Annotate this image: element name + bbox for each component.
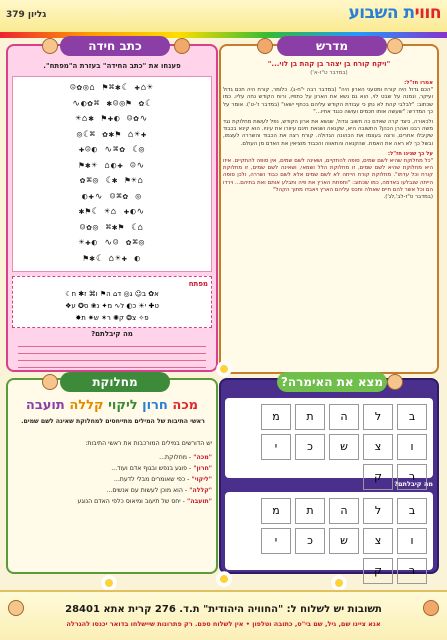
rebus-letter-row <box>229 496 429 586</box>
riddle-code-row: ☀✚◐ ∿☺ ✿⌘◎ <box>78 238 146 248</box>
rebus-letter-cell: ש <box>329 434 359 460</box>
dispute-item <box>14 452 212 463</box>
riddle-code-row: ⚑✱☾ ⌂☀✚ ◐ <box>83 253 141 264</box>
midrash-p1-lead: אמרו חז"ל: <box>404 80 433 86</box>
riddle-code-row: ⚑✱☀ ⌂◐✚ ☺∿ <box>78 160 146 171</box>
dispute-slogan <box>10 398 214 413</box>
puzzle-rebus-bottom <box>225 492 433 577</box>
midrash-title: מדרש <box>277 36 387 56</box>
slogan-word: ליקוי <box>108 398 138 413</box>
dispute-item <box>14 463 212 474</box>
riddle-key-label: מפתח <box>188 280 208 288</box>
issue-number: גליון 379 <box>6 10 47 20</box>
slogan-word: תועבה <box>25 398 65 413</box>
slogan-word: קללה <box>69 398 104 413</box>
dispute-items <box>14 452 212 507</box>
dispute-item-text: - מחלוקת... <box>159 454 192 461</box>
riddle-code-row: ◎☾⌘ ✿✱⚑ ⌂☀✚ <box>76 129 148 140</box>
riddle-code-row: ✿⌘◎ ☾✱ ⚑☀⌂ <box>79 176 145 186</box>
riddle-key-row: פ✧ צ❂ ק✺ ר✶ ש✷ ת✸ <box>75 314 149 322</box>
rebus-letter-cell: ר <box>397 464 427 490</box>
riddle-answer-label: מה קיבלתם? <box>91 330 133 338</box>
dispute-item-word: "תועבה" <box>184 498 212 505</box>
rebus-letter-cell: ת <box>295 498 325 524</box>
riddle-code-row: ☀⌂✱ ⚑✚◐ ☺✿∿ <box>75 114 149 124</box>
rebus-letter-cell: ו <box>397 528 427 554</box>
rebus-letter-cell: י <box>261 434 291 460</box>
logo-kids-text: ת <box>403 3 415 23</box>
midrash-p3: "כל מחלוקת שהיא לשם שמים, סופה להתקיים, ושאינה לשם שמים, אין סופה להתקיים. איזו היא מחלוקת שהיא לשם שמים, זו מחלוקת הלל ושמאי, ושאינה לשם שמים, זו מחלוקת קורח וכל עדתו". מחלוקת קורח הייתה לא לשם שמים אלא לשם כבוד ושררה, ולכן סופה הייתה שנבלעו באדמה, כמו שכתוב: "ותפתח הארץ את פיה ותבלע אותם ואת בתיהם... וירדו הם וכל אשר להם חיים שאולה ותכס עליהם הארץ ויאבדו מתוך הקהל" <box>223 158 433 193</box>
riddle-code-row: ☺✿◎ ⌘✱⚑ ☾⌂ <box>79 222 145 233</box>
rebus-letter-row <box>229 402 429 492</box>
rebus-letter-cell: כ <box>295 528 325 554</box>
riddle-title: כתב חידה <box>60 36 170 56</box>
rebus-letter-cell: ב <box>397 404 427 430</box>
rebus-letter-cell: ש <box>329 528 359 554</box>
riddle-key-rows <box>16 288 208 324</box>
midrash-p1: "הכם גדול היה קורח ומטעני הארון היה" (במדבר רבה י"ח-ג). כלומר, קורח היה חכם גדול ועיקר, ונמנה על שבט לוי, הוא גם נשא את הארון על כתפיו, ורוח הקודש נחה עליו. כמו שכתוב: "לבלבי קהת לא נתן כי עבודת הקודש עליהם בכתף ישאו" (במדבר ז'-ט'). אומר על כך המדרש: "שעשה אותו חכמים ועושה כנגד אחיו..." <box>223 87 433 115</box>
kid-icon <box>174 38 190 54</box>
rebus-letter-cell: צ <box>363 528 393 554</box>
puzzle-answer-label: מה קיבלתם? <box>394 480 433 488</box>
rebus-letter-cell: ק <box>363 464 393 490</box>
rebus-letter-cell: צ <box>363 434 393 460</box>
kid-icon <box>387 38 403 54</box>
dispute-item-text: - פוגע בנפש ובגוף אדם ועוד... <box>111 465 192 472</box>
dispute-item-word: "ליקוי" <box>189 476 212 483</box>
dispute-item <box>14 474 212 485</box>
flower-icon <box>215 570 233 588</box>
rebus-letter-cell: כ <box>295 434 325 460</box>
logo <box>348 3 441 23</box>
rebus-letter-cell: מ <box>261 498 291 524</box>
midrash-source: (במדבר ט"ז-א') <box>310 70 348 76</box>
rebus-letter-cell: ה <box>329 404 359 430</box>
dispute-item <box>14 496 212 507</box>
midrash-body <box>223 80 433 370</box>
dispute-item-word: "מכה" <box>191 454 212 461</box>
puzzle-title: מצא את האימרה? <box>277 372 387 392</box>
footer-address: תשובות יש לשלוח ל: "החוויה היהודית" ת.ד. 276 קרית אתא 28401 <box>65 604 382 615</box>
riddle-rows <box>16 81 208 267</box>
riddle-key-row: א✿ ב☺ ג◎ ד⌂ ה⚑ ו⌘ ז✱ ח☾ <box>65 290 159 298</box>
riddle-code-box <box>12 76 212 272</box>
dispute-item <box>14 485 212 496</box>
riddle-code-row: ✱⚑☾ ☀⌂ ✚◐∿ <box>78 207 146 217</box>
riddle-code-row: ∿◐✿⌘ ✱☺◎⚑ ✿☾ <box>72 98 152 109</box>
rebus-letter-cell: ר <box>397 558 427 584</box>
riddle-code-row: ◐✚∿ ☺⌘✿ ◎ <box>82 191 142 202</box>
page-footer <box>0 590 447 640</box>
dispute-item-text: - כפי שאומרים מבלי לדעת... <box>113 476 190 483</box>
rebus-letter-cell: ה <box>329 498 359 524</box>
riddle-key-row: ט✚ י☀ כ◐ ל∿ מ✦ נ❀ ס✪ ע❖ <box>65 302 159 310</box>
riddle-answer-lines[interactable] <box>18 340 206 368</box>
dispute-title: מחלוקת <box>60 372 170 392</box>
logo-main-text: חווי <box>414 3 441 23</box>
dispute-item-text: - הוא מוכן לעשות עם אנשים... <box>106 487 188 494</box>
kid-icon <box>42 38 58 54</box>
rebus-letter-cell: י <box>261 528 291 554</box>
logo-suffix-text: השבוע <box>348 3 399 23</box>
dispute-item-word: "קללה" <box>187 487 212 494</box>
rebus-letter-cell: מ <box>261 404 291 430</box>
riddle-code-row: ☺✿◎⌂ ⚑⌘✱☾ ✚⌂☀ <box>70 83 154 93</box>
riddle-code-row: ✚☺◐ ∿⌘✿ ☾◎ <box>78 145 146 155</box>
rebus-letter-cell: ל <box>363 404 393 430</box>
dispute-item-text: - יחס של תיעוב ומיאוס כלפי האדם הנוגע <box>77 498 185 505</box>
midrash-subtitle: "ויקח קורח בן יצהר בן קהת בן לוי..." <box>267 60 391 68</box>
kid-icon <box>387 374 403 390</box>
rebus-letter-cell: ק <box>363 558 393 584</box>
dispute-intro: ראשי התיבות של המילים מתייחסים למחלוקת שאינה לשם שמים. <box>21 418 205 425</box>
puzzle-rebus-top <box>225 398 433 483</box>
riddle-instruction: פענחו את "כתב החידה" בעזרת ה"מפתח". <box>43 62 181 70</box>
kid-icon <box>42 374 58 390</box>
footer-note: אנא ציינו שם, גיל, שם בי"ס, כתובה וטלפון • אין לשלוח ספם. רק פתרונות שיישלחו בדואר יכנסו להגרלה <box>66 620 381 628</box>
kid-icon <box>257 38 273 54</box>
rebus-letter-cell: ו <box>397 434 427 460</box>
dispute-explain-head: יש הדורשים במילים המורכבות את ראשי התיבות: <box>85 440 212 447</box>
rebus-letter-cell: ת <box>295 404 325 430</box>
midrash-p3-source: (במדבר ט"ז-לב',לג'). <box>383 194 433 201</box>
rebus-letter-cell: ל <box>363 498 393 524</box>
slogan-word: מכה <box>172 398 199 413</box>
riddle-key-box <box>12 276 212 328</box>
flower-icon <box>215 360 233 378</box>
rebus-letter-cell: ב <box>397 498 427 524</box>
midrash-p3-lead: על כך שנינו חז"ל: <box>387 150 433 157</box>
dispute-item-word: "חרון" <box>191 465 212 472</box>
slogan-word: חרון <box>142 398 168 413</box>
midrash-p2: ולכאורה, כיצד קרה שאדם כה חשוב וגדול, שנשא את ארון הקודש, נפל לעשות מחלוקת נגד משה רבנו ואהרן הכהן? התשובה היא, שקנאה ושנאת חינם עיוורו את עיניו. הוא קינא בכבוד שקיבלו אחרים, ורצה בעצמו את הכהונה הגדולה. קורח רצה את הכבוד והשררה לעצמו, ובשל כך לא ראה את האמת. שהקנאה והתאווה והכבוד מוציאין את האדם מן העולם. <box>223 119 433 147</box>
